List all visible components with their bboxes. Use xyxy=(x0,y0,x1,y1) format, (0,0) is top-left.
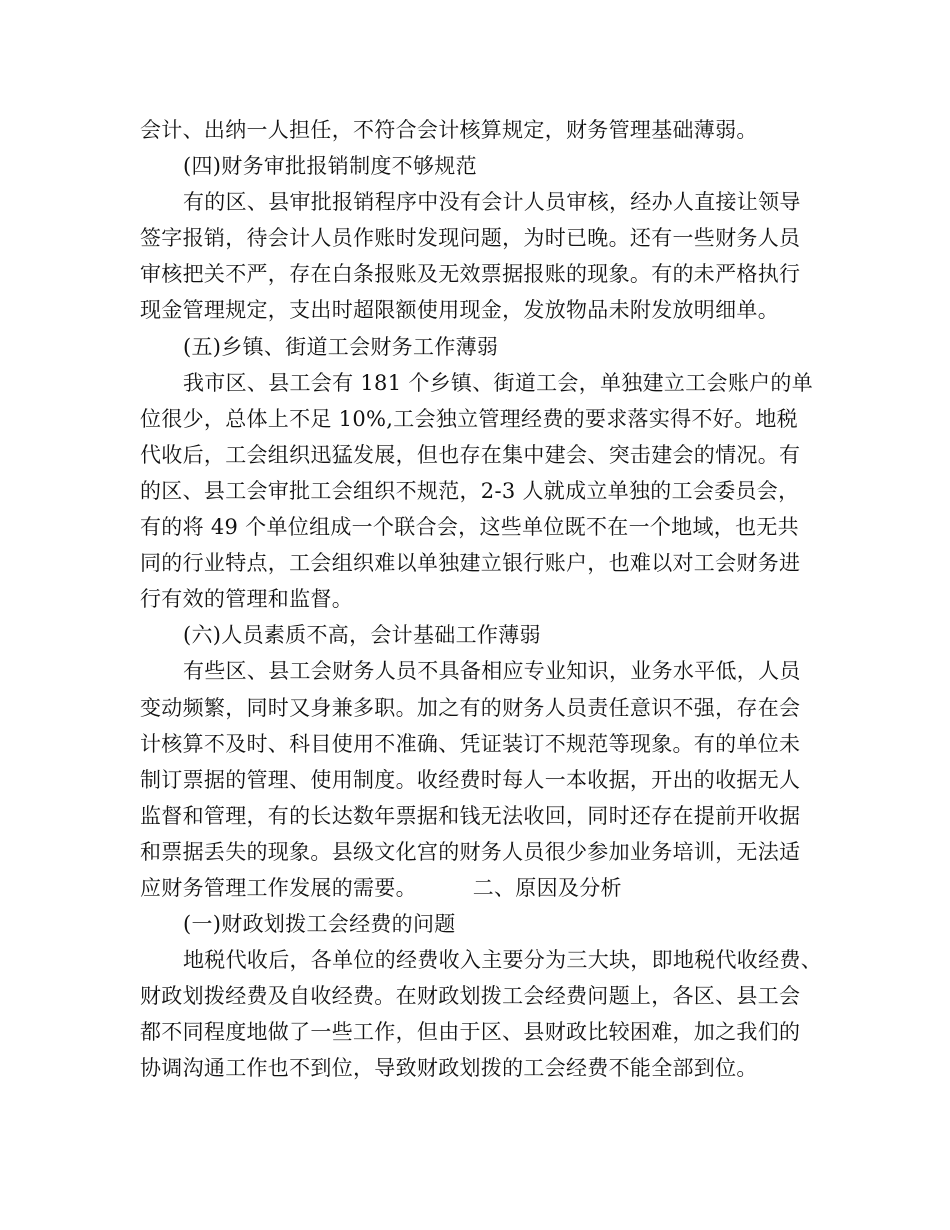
text-line: 协调沟通工作也不到位，导致财政划拨的工会经费不能全部到位。 xyxy=(140,1056,758,1081)
text-line: 都不同程度地做了一些工作，但由于区、县财政比较困难，加之我们的 xyxy=(140,1020,801,1045)
text-line: 有的将 49 个单位组成一个联合会，这些单位既不在一个地域，也无共 xyxy=(140,515,799,540)
text-line: 行有效的管理和监督。 xyxy=(140,587,353,612)
section-heading: (六)人员素质不高，会计基础工作薄弱 xyxy=(183,623,541,648)
text-line: 地税代收后，各单位的经费收入主要分为三大块，即地税代收经费、 xyxy=(183,948,822,973)
text-line: 我市区、县工会有 181 个乡镇、街道工会，单独建立工会账户的单 xyxy=(183,370,814,395)
text-line: 审核把关不严，存在白条报账及无效票据报账的现象。有的未严格执行 xyxy=(140,262,801,287)
text-line: 和票据丢失的现象。县级文化宫的财务人员很少参加业务培训，无法适 xyxy=(140,839,801,864)
text-line: 现金管理规定，支出时超限额使用现金，发放物品未附发放明细单。 xyxy=(140,298,779,323)
document-body xyxy=(140,112,830,1087)
text-line: 财政划拨经费及自收经费。在财政划拨工会经费问题上，各区、县工会 xyxy=(140,984,801,1009)
text-line: 计核算不及时、科目使用不准确、凭证装订不规范等现象。有的单位未 xyxy=(140,731,801,756)
text-line: 应财务管理工作发展的需要。 二、原因及分析 xyxy=(140,875,622,900)
section-heading: (五)乡镇、街道工会财务工作薄弱 xyxy=(183,334,499,359)
text-line: 有些区、县工会财务人员不具备相应专业知识，业务水平低，人员 xyxy=(183,659,801,684)
text-line: 的区、县工会审批工会组织不规范，2-3 人就成立单独的工会委员会， xyxy=(140,478,800,503)
text-line: 位很少，总体上不足 10%,工会独立管理经费的要求落实得不好。地税 xyxy=(140,406,798,431)
text-line: 签字报销，待会计人员作账时发现问题，为时已晚。还有一些财务人员 xyxy=(140,226,801,251)
text-line: 变动频繁，同时又身兼多职。加之有的财务人员责任意识不强，存在会 xyxy=(140,695,801,720)
text-line: 制订票据的管理、使用制度。收经费时每人一本收据，开出的收据无人 xyxy=(140,767,801,792)
text-line: 代收后，工会组织迅猛发展，但也存在集中建会、突击建会的情况。有 xyxy=(140,442,801,467)
text-line: 同的行业特点，工会组织难以单独建立银行账户，也难以对工会财务进 xyxy=(140,551,801,576)
text-line: 会计、出纳一人担任，不符合会计核算规定，财务管理基础薄弱。 xyxy=(140,118,758,142)
section-heading: (一)财政划拨工会经费的问题 xyxy=(183,912,456,937)
section-heading: (四)财务审批报销制度不够规范 xyxy=(183,154,477,179)
text-line: 有的区、县审批报销程序中没有会计人员审核，经办人直接让领导 xyxy=(183,190,801,215)
text-line: 监督和管理，有的长达数年票据和钱无法收回，同时还存在提前开收据 xyxy=(140,803,801,828)
